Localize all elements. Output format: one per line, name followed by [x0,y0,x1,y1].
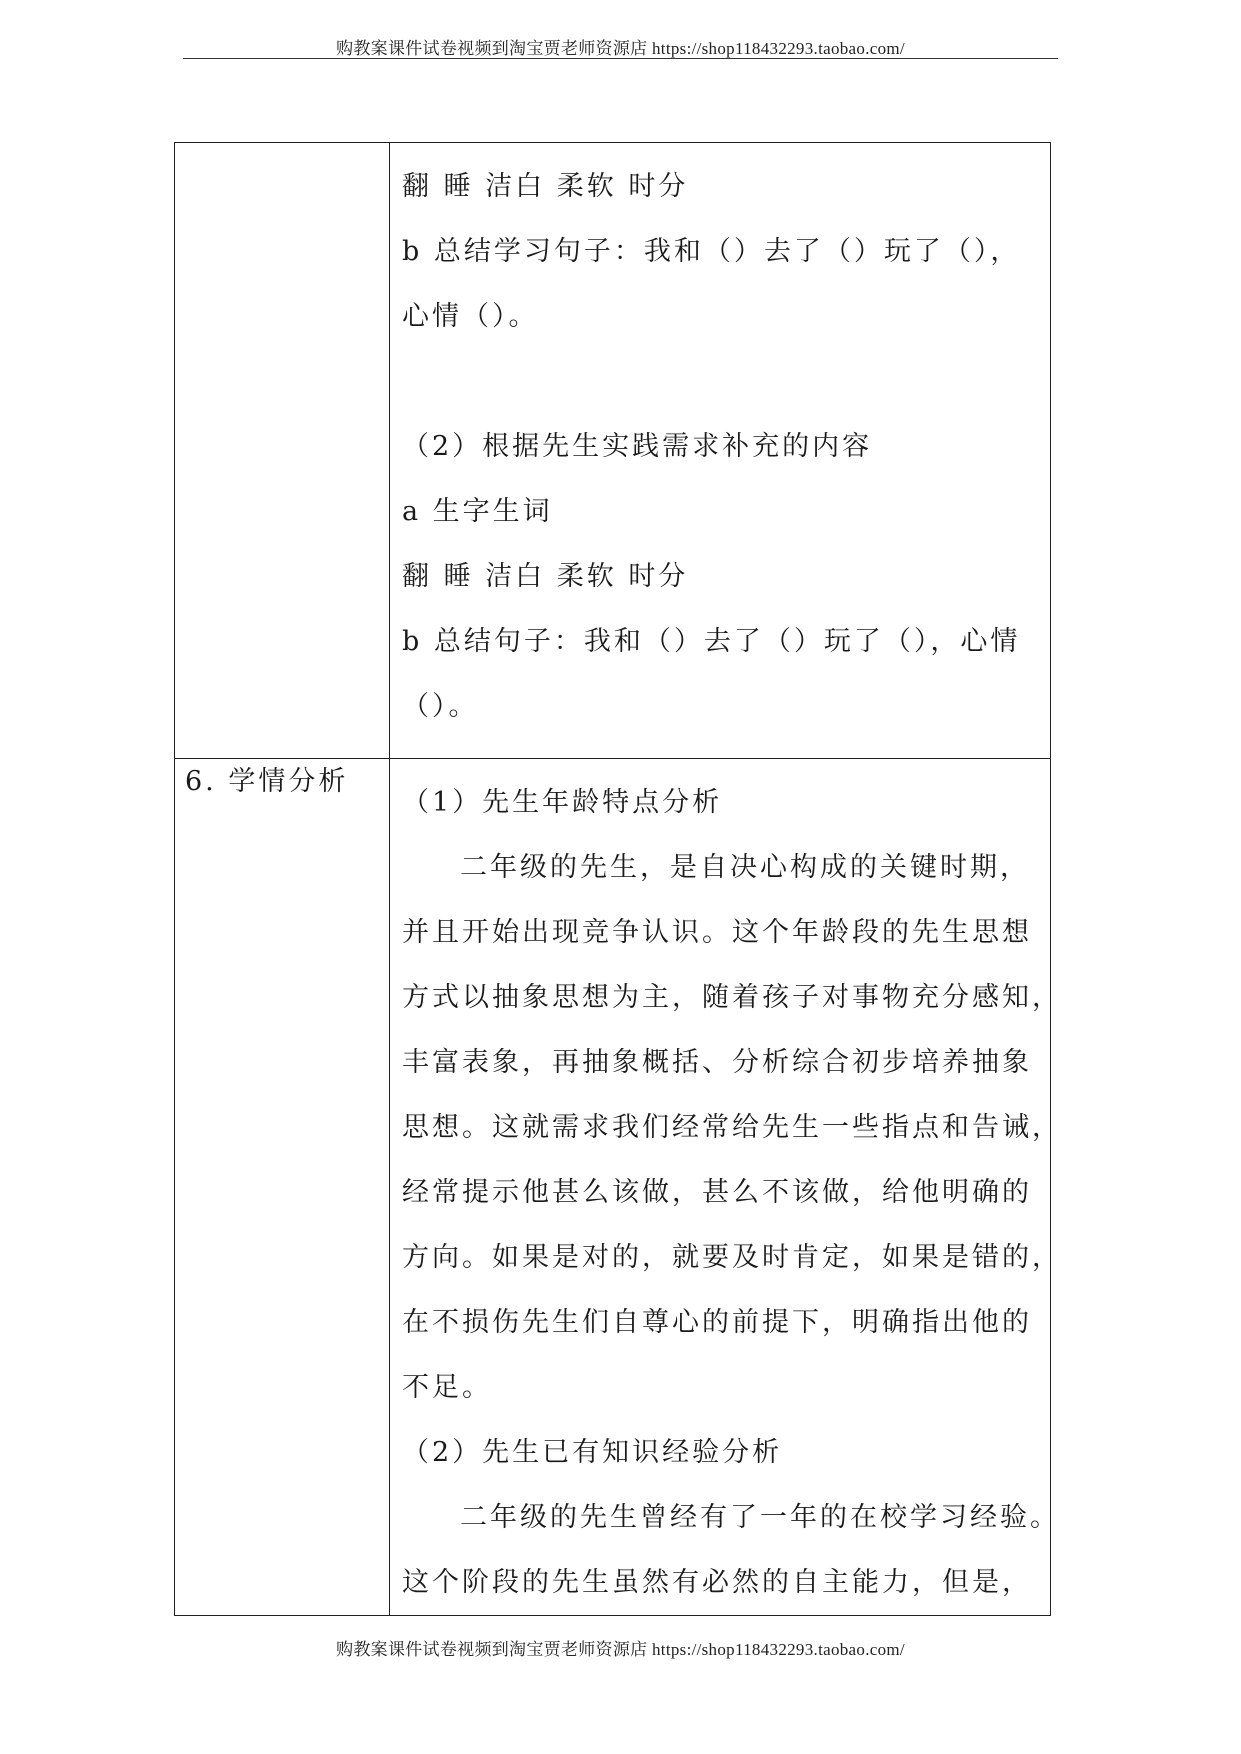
row-label-cell [175,143,390,759]
table-row [175,759,1051,1616]
section-heading: （2）根据先生实践需求补充的内容 [402,431,873,462]
table-row [175,143,1051,759]
paragraph-line: 不足。 [402,1372,492,1403]
content-line: 心情（）。 [402,301,539,332]
header-divider [183,58,1058,59]
content-line: 翻 睡 洁白 柔软 时分 [402,561,689,592]
page-header: 购教案课件试卷视频到淘宝贾老师资源店 https://shop118432293.taobao.com/ [336,39,905,58]
content-line: b 总结学习句子：我和（）去了（）玩了（）， [402,236,1021,267]
paragraph-line: 丰富表象，再抽象概括、分析综合初步培养抽象 [402,1047,1032,1078]
page-footer: 购教案课件试卷视频到淘宝贾老师资源店 https://shop118432293.taobao.com/ [336,1640,905,1659]
paragraph-line: 并且开始出现竞争认识。这个年龄段的先生思想 [402,917,1032,948]
content-line: 翻 睡 洁白 柔软 时分 [402,171,689,202]
row-content-cell [390,759,1062,1616]
content-line: a 生字生词 [402,496,553,527]
paragraph-line: 方向。如果是对的，就要及时肯定，如果是错的， [402,1242,1062,1273]
paragraph-line: 这个阶段的先生虽然有必然的自主能力，但是， [402,1567,1032,1598]
row-content-cell [390,143,1051,759]
blank-line [402,349,1040,414]
section-heading: （1）先生年龄特点分析 [402,787,723,818]
lesson-plan-table [174,142,1062,1616]
paragraph-line: 二年级的先生曾经有了一年的在校学习经验。 [460,1502,1060,1533]
paragraph-line: 二年级的先生，是自决心构成的关键时期， [460,852,1030,883]
paragraph-line: 方式以抽象思想为主，随着孩子对事物充分感知， [402,982,1062,1013]
paragraph-line: 在不损伤先生们自尊心的前提下，明确指出他的 [402,1307,1032,1338]
paragraph-line: 经常提示他甚么该做，甚么不该做，给他明确的 [402,1177,1032,1208]
section-heading: （2）先生已有知识经验分析 [402,1437,783,1468]
row-label-cell [175,759,390,1616]
content-line: （）。 [402,691,479,722]
content-line: b 总结句子：我和（）去了（）玩了（），心情 [402,626,1021,657]
paragraph-line: 思想。这就需求我们经常给先生一些指点和告诫， [402,1112,1062,1143]
row-label: 6. 学情分析 [185,766,349,797]
